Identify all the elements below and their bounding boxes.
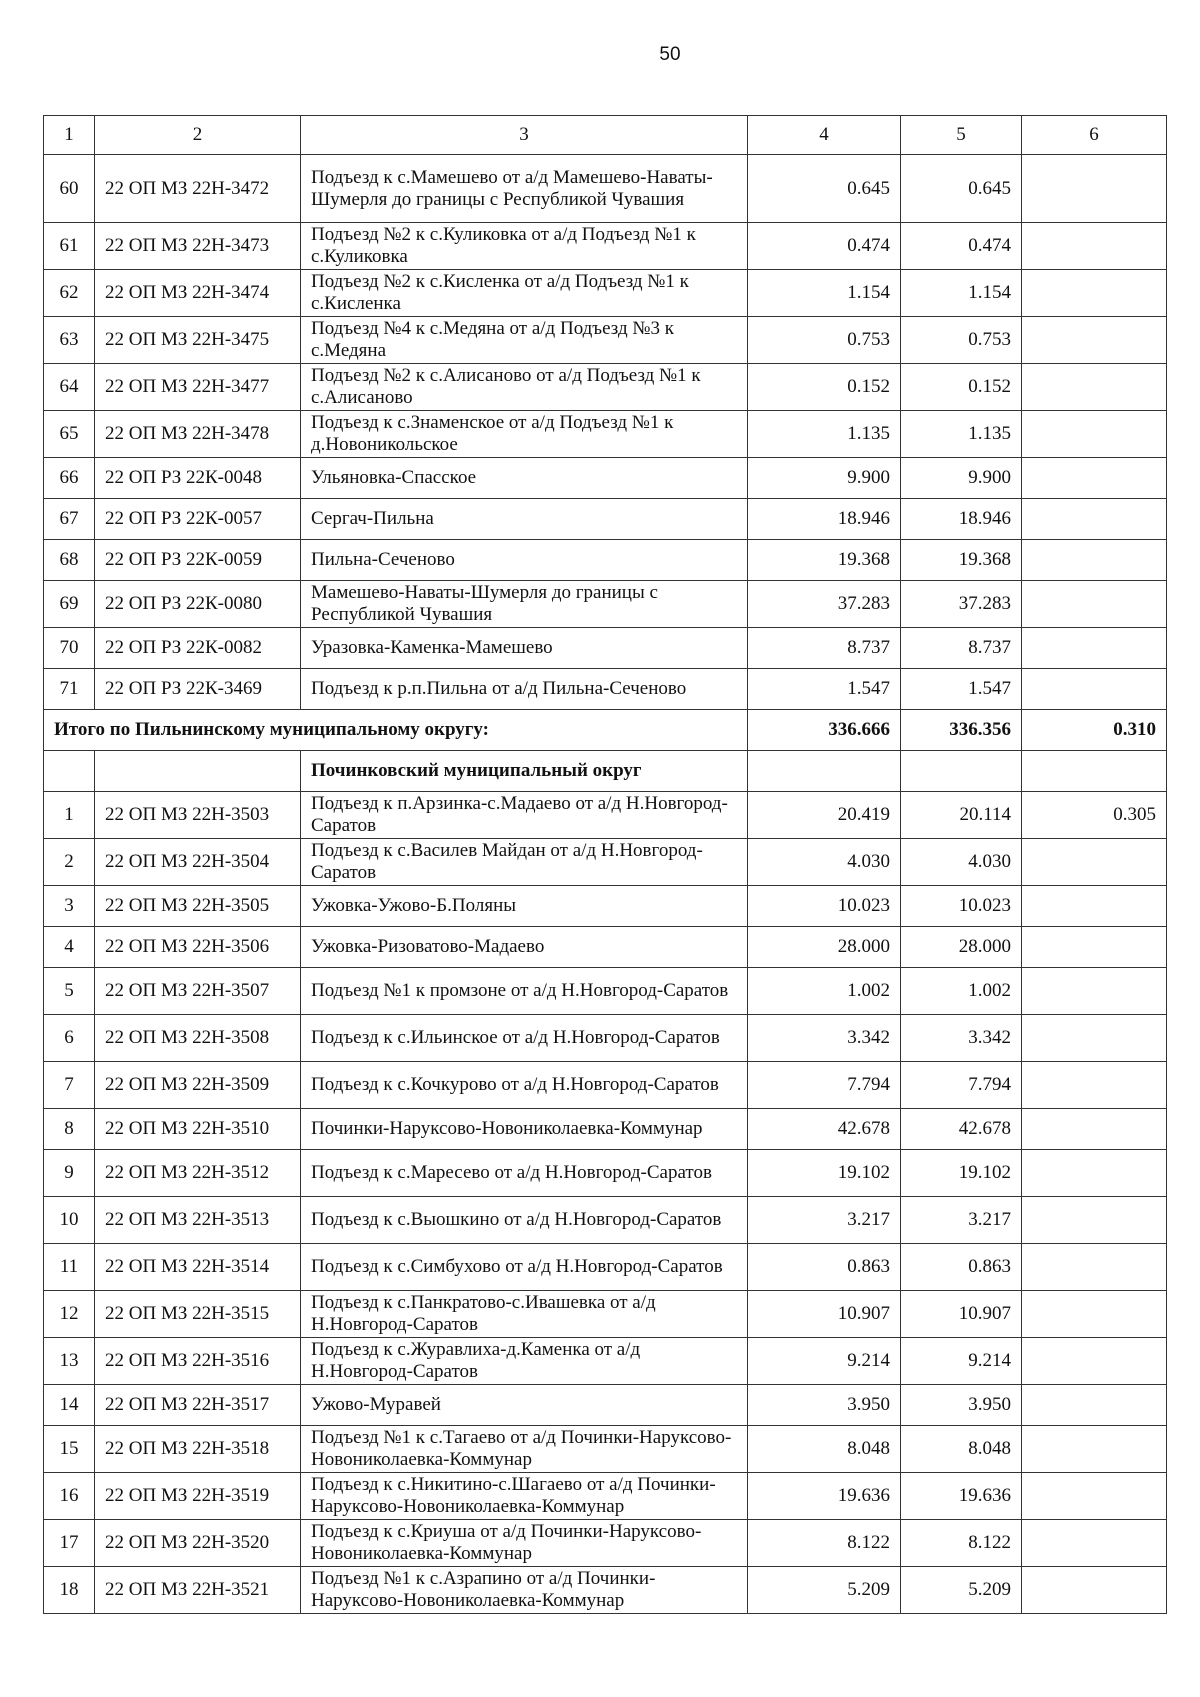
row-number: 70 [44,628,95,669]
road-code: 22 ОП РЗ 22К-0080 [95,581,301,628]
road-code: 22 ОП МЗ 22Н-3474 [95,270,301,317]
col6-value [1022,669,1167,710]
col6-value [1022,1520,1167,1567]
row-number: 16 [44,1473,95,1520]
table-row [44,628,1167,669]
road-code: 22 ОП МЗ 22Н-3513 [95,1197,301,1244]
road-code: 22 ОП МЗ 22Н-3475 [95,317,301,364]
table-row [44,1244,1167,1291]
col5-value: 3.217 [901,1197,1022,1244]
road-name: Починки-Наруксово-Новониколаевка-Коммунар [301,1109,748,1150]
col5-value: 4.030 [901,839,1022,886]
col6-value [1022,1338,1167,1385]
col6-value [1022,581,1167,628]
road-name: Подъезд к р.п.Пильна от а/д Пильна-Сеченово [301,669,748,710]
row-number: 62 [44,270,95,317]
col5-value: 1.547 [901,669,1022,710]
road-name: Подъезд к с.Выошкино от а/д Н.Новгород-Саратов [301,1197,748,1244]
road-code: 22 ОП МЗ 22Н-3507 [95,968,301,1015]
road-name: Подъезд к с.Журавлиха-д.Каменка от а/д Н.Новгород-Саратов [301,1338,748,1385]
col6-value [1022,1244,1167,1291]
header-cell: 5 [901,116,1022,155]
col4-value: 19.636 [748,1473,901,1520]
col5-value: 3.950 [901,1385,1022,1426]
col4-value: 8.737 [748,628,901,669]
table-row [44,270,1167,317]
col4-value: 42.678 [748,1109,901,1150]
road-code: 22 ОП МЗ 22Н-3473 [95,223,301,270]
table-row [44,1567,1167,1614]
row-number: 3 [44,886,95,927]
total-label: Итого по Пильнинскому муниципальному округу: [44,710,748,751]
road-name: Подъезд №2 к с.Алисаново от а/д Подъезд №1 к с.Алисаново [301,364,748,411]
table-row [44,1338,1167,1385]
road-name: Подъезд к с.Знаменское от а/д Подъезд №1 к д.Новоникольское [301,411,748,458]
total-col6: 0.310 [1022,710,1167,751]
row-number: 71 [44,669,95,710]
road-name: Подъезд №2 к с.Куликовка от а/д Подъезд №1 к с.Куликовка [301,223,748,270]
page-number: 50 [659,44,681,65]
road-code: 22 ОП РЗ 22К-0048 [95,458,301,499]
col6-value [1022,155,1167,223]
col6-value [1022,1385,1167,1426]
col6-value [1022,886,1167,927]
col5-value: 0.863 [901,1244,1022,1291]
col5-value: 0.474 [901,223,1022,270]
road-code: 22 ОП МЗ 22Н-3505 [95,886,301,927]
col4-value: 19.368 [748,540,901,581]
col4-value: 10.907 [748,1291,901,1338]
col5-value: 37.283 [901,581,1022,628]
row-number: 65 [44,411,95,458]
col5-value: 19.636 [901,1473,1022,1520]
table-row [44,411,1167,458]
col5-value: 18.946 [901,499,1022,540]
road-name: Сергач-Пильна [301,499,748,540]
table-row [44,317,1167,364]
road-code: 22 ОП МЗ 22Н-3514 [95,1244,301,1291]
road-name: Ульяновка-Спасское [301,458,748,499]
road-code: 22 ОП МЗ 22Н-3472 [95,155,301,223]
road-code: 22 ОП МЗ 22Н-3515 [95,1291,301,1338]
row-number: 69 [44,581,95,628]
col4-value: 0.753 [748,317,901,364]
table-row [44,1015,1167,1062]
row-number: 63 [44,317,95,364]
col4-value: 18.946 [748,499,901,540]
row-number: 1 [44,792,95,839]
col4-value: 9.900 [748,458,901,499]
road-code: 22 ОП МЗ 22Н-3518 [95,1426,301,1473]
road-code: 22 ОП РЗ 22К-0059 [95,540,301,581]
col5-value: 1.002 [901,968,1022,1015]
road-code: 22 ОП МЗ 22Н-3508 [95,1015,301,1062]
col4-value: 4.030 [748,839,901,886]
col4-value: 28.000 [748,927,901,968]
col5-value: 0.645 [901,155,1022,223]
row-number: 61 [44,223,95,270]
col5-value: 10.907 [901,1291,1022,1338]
road-name: Подъезд к с.Симбухово от а/д Н.Новгород-Саратов [301,1244,748,1291]
road-code: 22 ОП МЗ 22Н-3504 [95,839,301,886]
roads-table [43,115,1167,1614]
col5-value: 1.135 [901,411,1022,458]
header-row [44,116,1167,155]
col4-value: 8.122 [748,1520,901,1567]
col4-value: 3.950 [748,1385,901,1426]
col5-value: 28.000 [901,927,1022,968]
col6-value [1022,1426,1167,1473]
table-row [44,458,1167,499]
road-name: Подъезд к п.Арзинка-с.Мадаево от а/д Н.Новгород-Саратов [301,792,748,839]
road-name: Подъезд №1 к с.Тагаево от а/д Починки-Наруксово-Новониколаевка-Коммунар [301,1426,748,1473]
road-name: Подъезд к с.Маресево от а/д Н.Новгород-Саратов [301,1150,748,1197]
col4-value: 3.217 [748,1197,901,1244]
table-row [44,1426,1167,1473]
col4-value: 20.419 [748,792,901,839]
total-row [44,710,1167,751]
col4-value: 1.154 [748,270,901,317]
row-number: 11 [44,1244,95,1291]
row-number: 18 [44,1567,95,1614]
col5-value: 9.900 [901,458,1022,499]
road-name: Подъезд к с.Мамешево от а/д Мамешево-Наваты-Шумерля до границы с Республикой Чувашия [301,155,748,223]
road-code: 22 ОП МЗ 22Н-3503 [95,792,301,839]
road-name: Ужовка-Ужово-Б.Поляны [301,886,748,927]
col4-value: 3.342 [748,1015,901,1062]
col5-value: 7.794 [901,1062,1022,1109]
col4-value: 1.002 [748,968,901,1015]
col6-value [1022,628,1167,669]
col4-value: 10.023 [748,886,901,927]
col5-value: 8.737 [901,628,1022,669]
road-name: Ужово-Муравей [301,1385,748,1426]
col5-value: 1.154 [901,270,1022,317]
road-name: Подъезд №1 к с.Азрапино от а/д Починки-Наруксово-Новониколаевка-Коммунар [301,1567,748,1614]
road-code: 22 ОП МЗ 22Н-3516 [95,1338,301,1385]
road-code: 22 ОП МЗ 22Н-3517 [95,1385,301,1426]
header-cell: 3 [301,116,748,155]
col4-value: 19.102 [748,1150,901,1197]
table-row [44,839,1167,886]
road-name: Пильна-Сеченово [301,540,748,581]
road-code: 22 ОП МЗ 22Н-3477 [95,364,301,411]
table-row [44,1150,1167,1197]
col6-value [1022,223,1167,270]
table-row [44,155,1167,223]
header-cell: 4 [748,116,901,155]
col6-value: 0.305 [1022,792,1167,839]
col5-value: 8.048 [901,1426,1022,1473]
header-cell: 2 [95,116,301,155]
col5-value: 9.214 [901,1338,1022,1385]
table-row [44,1062,1167,1109]
row-number: 67 [44,499,95,540]
row-number: 4 [44,927,95,968]
col5-value: 5.209 [901,1567,1022,1614]
row-number: 7 [44,1062,95,1109]
table-row [44,1291,1167,1338]
row-number: 66 [44,458,95,499]
road-name: Подъезд к с.Никитино-с.Шагаево от а/д Починки-Наруксово-Новониколаевка-Коммунар [301,1473,748,1520]
col6-value [1022,499,1167,540]
road-name: Подъезд №2 к с.Кисленка от а/д Подъезд №1 к с.Кисленка [301,270,748,317]
col6-value [1022,364,1167,411]
col4-value: 0.645 [748,155,901,223]
road-code: 22 ОП МЗ 22Н-3512 [95,1150,301,1197]
row-number: 60 [44,155,95,223]
road-name: Подъезд к с.Панкратово-с.Ивашевка от а/д Н.Новгород-Саратов [301,1291,748,1338]
table-row [44,968,1167,1015]
total-col5: 336.356 [901,710,1022,751]
col4-value: 8.048 [748,1426,901,1473]
col6-value [1022,458,1167,499]
road-code: 22 ОП МЗ 22Н-3478 [95,411,301,458]
row-number: 68 [44,540,95,581]
table-row [44,792,1167,839]
col6-value [1022,270,1167,317]
total-col4: 336.666 [748,710,901,751]
col5-value: 19.368 [901,540,1022,581]
header-cell: 1 [44,116,95,155]
road-name: Уразовка-Каменка-Мамешево [301,628,748,669]
col6-value [1022,1109,1167,1150]
row-number: 64 [44,364,95,411]
table-row [44,540,1167,581]
col4-value: 1.547 [748,669,901,710]
row-number: 14 [44,1385,95,1426]
table-row [44,364,1167,411]
row-number: 17 [44,1520,95,1567]
road-code: 22 ОП МЗ 22Н-3520 [95,1520,301,1567]
table-row [44,223,1167,270]
road-code: 22 ОП МЗ 22Н-3509 [95,1062,301,1109]
row-number: 10 [44,1197,95,1244]
col4-value: 37.283 [748,581,901,628]
col4-value: 0.863 [748,1244,901,1291]
road-name: Подъезд к с.Ильинское от а/д Н.Новгород-Саратов [301,1015,748,1062]
col5-value: 42.678 [901,1109,1022,1150]
col6-value [1022,1062,1167,1109]
row-number: 2 [44,839,95,886]
row-number: 5 [44,968,95,1015]
col4-value: 7.794 [748,1062,901,1109]
table-row [44,1385,1167,1426]
col6-value [1022,1015,1167,1062]
table-row [44,886,1167,927]
col6-value [1022,411,1167,458]
road-name: Подъезд №1 к промзоне от а/д Н.Новгород-Саратов [301,968,748,1015]
table-row [44,669,1167,710]
col5-value: 8.122 [901,1520,1022,1567]
row-number: 9 [44,1150,95,1197]
row-number: 12 [44,1291,95,1338]
road-code: 22 ОП МЗ 22Н-3506 [95,927,301,968]
col5-value: 3.342 [901,1015,1022,1062]
table-row [44,927,1167,968]
col5-value: 19.102 [901,1150,1022,1197]
road-code: 22 ОП МЗ 22Н-3510 [95,1109,301,1150]
col4-value: 5.209 [748,1567,901,1614]
col6-value [1022,1197,1167,1244]
table-row [44,1473,1167,1520]
col6-value [1022,540,1167,581]
road-name: Подъезд к с.Криуша от а/д Починки-Наруксово-Новониколаевка-Коммунар [301,1520,748,1567]
col4-value: 1.135 [748,411,901,458]
road-code: 22 ОП РЗ 22К-0057 [95,499,301,540]
col5-value: 0.152 [901,364,1022,411]
col6-value [1022,968,1167,1015]
table-row [44,1109,1167,1150]
section-row [44,751,1167,792]
road-code: 22 ОП МЗ 22Н-3519 [95,1473,301,1520]
col6-value [1022,317,1167,364]
col4-value: 0.474 [748,223,901,270]
col4-value: 0.152 [748,364,901,411]
col6-value [1022,839,1167,886]
section-title: Починковский муниципальный округ [301,751,748,792]
road-name: Подъезд №4 к с.Медяна от а/д Подъезд №3 к с.Медяна [301,317,748,364]
col6-value [1022,1567,1167,1614]
table-row [44,581,1167,628]
header-cell: 6 [1022,116,1167,155]
road-name: Подъезд к с.Василев Майдан от а/д Н.Новгород-Саратов [301,839,748,886]
col5-value: 20.114 [901,792,1022,839]
row-number: 13 [44,1338,95,1385]
table-row [44,499,1167,540]
col5-value: 0.753 [901,317,1022,364]
road-name: Мамешево-Наваты-Шумерля до границы с Республикой Чувашия [301,581,748,628]
road-code: 22 ОП РЗ 22К-0082 [95,628,301,669]
road-code: 22 ОП МЗ 22Н-3521 [95,1567,301,1614]
col6-value [1022,1150,1167,1197]
row-number: 15 [44,1426,95,1473]
col6-value [1022,927,1167,968]
road-name: Ужовка-Ризоватово-Мадаево [301,927,748,968]
table-row [44,1520,1167,1567]
col6-value [1022,1473,1167,1520]
col6-value [1022,1291,1167,1338]
col4-value: 9.214 [748,1338,901,1385]
col5-value: 10.023 [901,886,1022,927]
road-name: Подъезд к с.Кочкурово от а/д Н.Новгород-Саратов [301,1062,748,1109]
row-number: 8 [44,1109,95,1150]
row-number: 6 [44,1015,95,1062]
table-row [44,1197,1167,1244]
road-code: 22 ОП РЗ 22К-3469 [95,669,301,710]
